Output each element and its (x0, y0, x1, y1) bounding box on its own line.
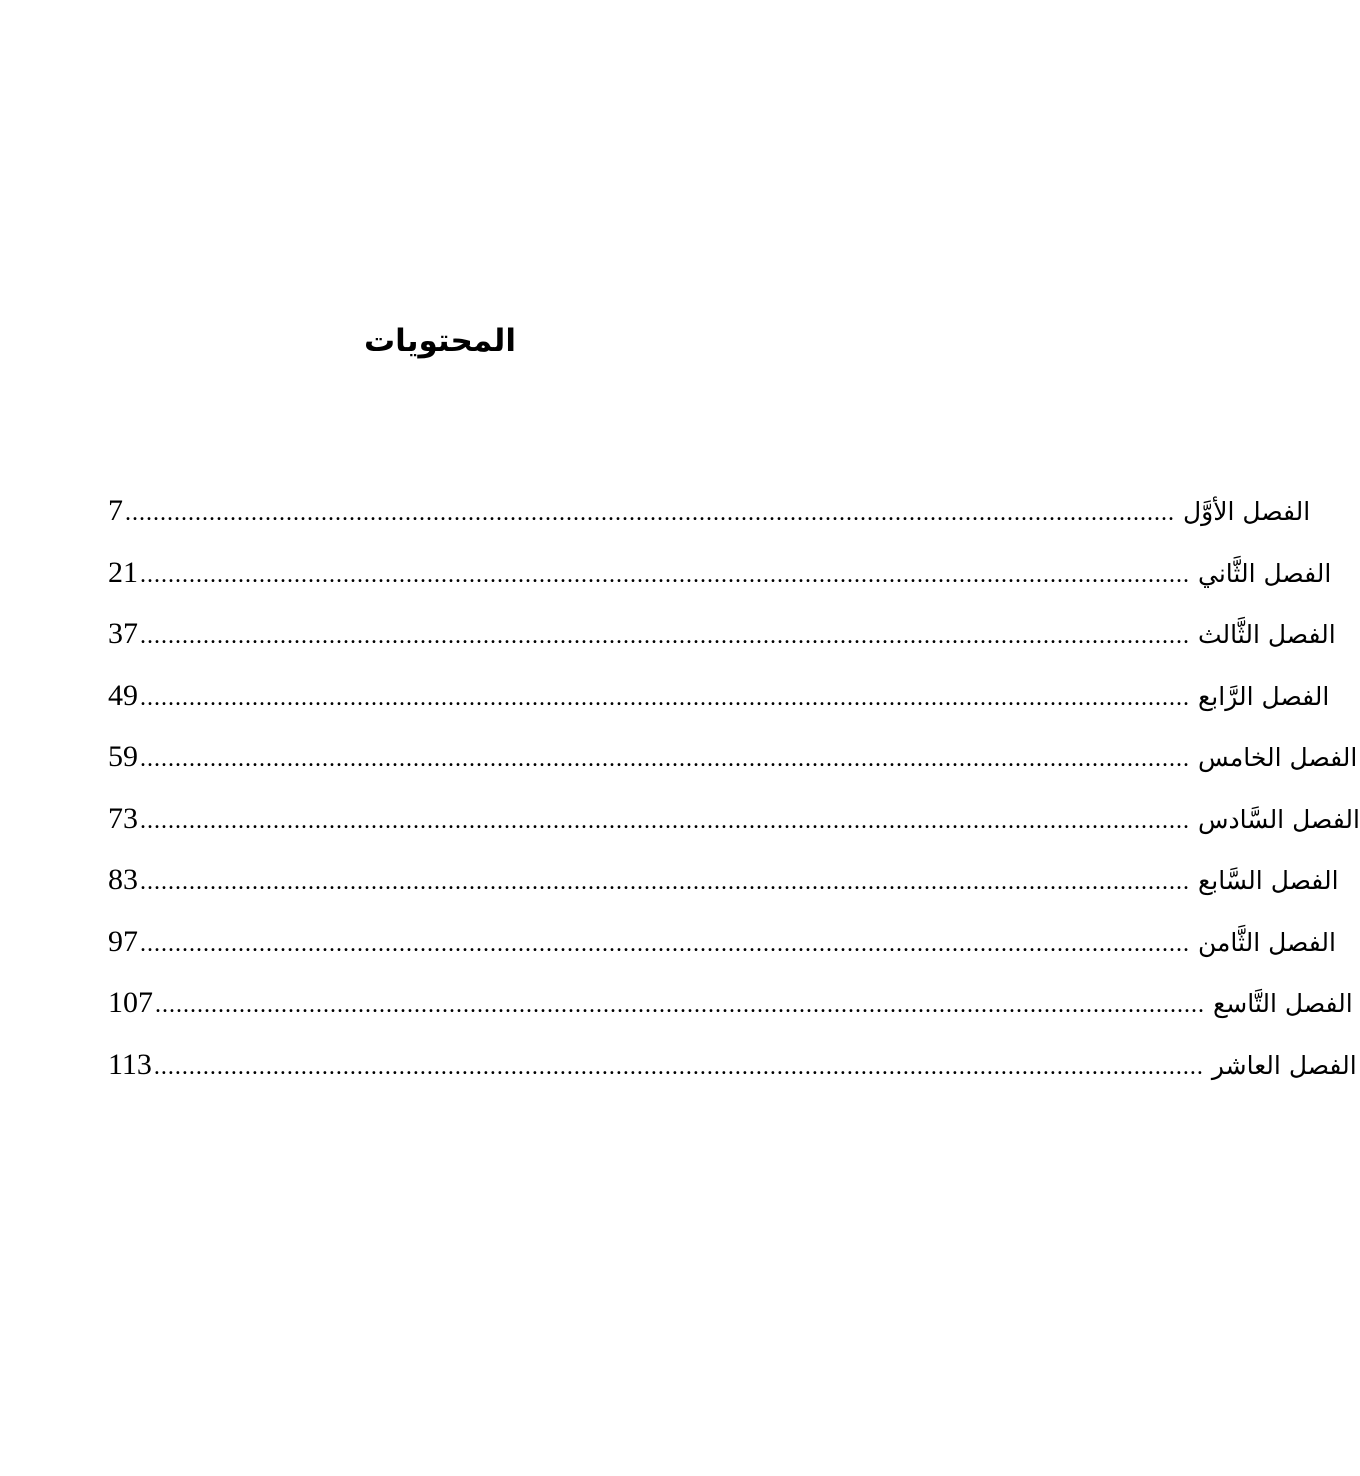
toc-page-number: 21 (108, 555, 138, 589)
toc-entry (108, 794, 1360, 856)
toc-page-number: 49 (108, 678, 138, 712)
table-of-contents (108, 486, 1360, 1101)
toc-entry (108, 486, 1311, 548)
page-title: المحتويات (364, 322, 516, 359)
toc-entry (108, 1040, 1357, 1102)
toc-chapter-title: الفصل السَّادس (1198, 804, 1360, 834)
toc-entry (108, 732, 1358, 794)
toc-page-number: 73 (108, 801, 138, 835)
toc-page-number: 97 (108, 924, 138, 958)
toc-dot-leader: ...................................................................................................................................................... (140, 869, 1190, 895)
toc-dot-leader: ...................................................................................................................................................... (140, 623, 1190, 649)
toc-page-number: 7 (108, 494, 123, 527)
toc-chapter-title: الفصل الأوَّل (1183, 497, 1311, 526)
toc-entry (108, 609, 1336, 671)
toc-dot-leader: ...................................................................................................................................................... (153, 1053, 1204, 1080)
toc-chapter-title: الفصل الخامس (1198, 743, 1358, 772)
toc-page-number: 83 (108, 863, 138, 896)
toc-page-number: 107 (108, 986, 153, 1019)
toc-chapter-title: الفصل الرَّابع (1198, 681, 1330, 711)
toc-page-number: 59 (108, 740, 138, 773)
toc-entry (108, 855, 1339, 917)
toc-chapter-title: الفصل الثَّامن (1198, 927, 1336, 957)
toc-dot-leader: ...................................................................................................................................................... (140, 746, 1190, 772)
toc-page-number: 113 (108, 1047, 152, 1081)
toc-entry (108, 917, 1336, 979)
toc-entry (108, 978, 1353, 1040)
toc-dot-leader: ...................................................................................................................................................... (140, 561, 1190, 588)
toc-chapter-title: الفصل الثَّاني (1198, 558, 1332, 588)
toc-chapter-title: الفصل الثَّالث (1198, 620, 1336, 649)
toc-chapter-title: الفصل السَّابع (1198, 866, 1339, 895)
toc-entry (108, 671, 1330, 733)
toc-dot-leader: ...................................................................................................................................................... (140, 930, 1190, 957)
toc-dot-leader: ...................................................................................................................................................... (140, 684, 1190, 711)
toc-page-number: 37 (108, 617, 138, 650)
toc-dot-leader: ...................................................................................................................................................... (155, 992, 1205, 1018)
toc-dot-leader: ...................................................................................................................................................... (125, 500, 1175, 526)
toc-chapter-title: الفصل التَّاسع (1213, 989, 1353, 1018)
toc-dot-leader: ...................................................................................................................................................... (140, 807, 1190, 834)
toc-chapter-title: الفصل العاشر (1211, 1050, 1357, 1080)
toc-entry (108, 548, 1332, 610)
